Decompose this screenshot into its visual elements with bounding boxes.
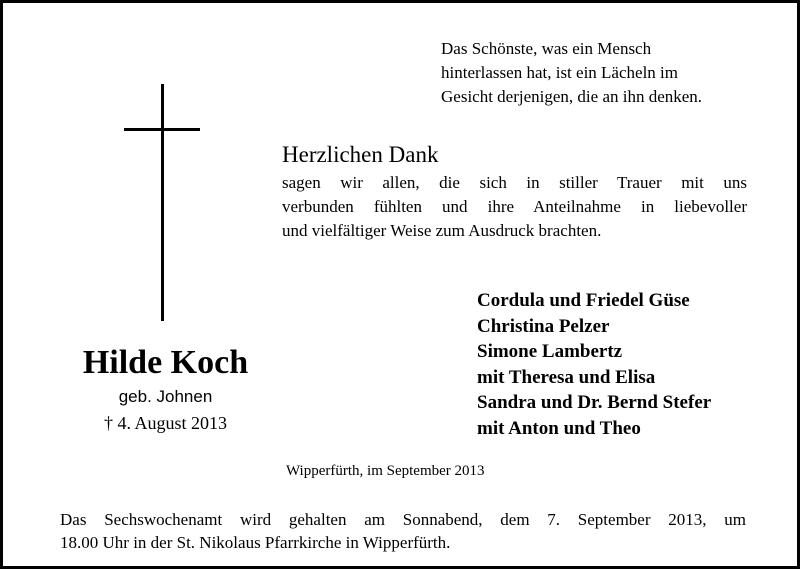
signer-line: Simone Lambertz: [477, 341, 623, 362]
deceased-name: Hilde Koch: [82, 344, 249, 381]
notice-line-2: 18.00 Uhr in der St. Nikolaus Pfarrkirche in Wipperfürth.: [60, 533, 451, 552]
birth-name: geb. Johnen: [118, 387, 213, 406]
cross-horizontal-bar: [124, 128, 200, 131]
memorial-quote: [441, 37, 761, 109]
thanks-line-3: und vielfältiger Weise zum Ausdruck brachten.: [282, 221, 602, 240]
quote-line-1: Das Schönste, was ein Mensch: [441, 39, 652, 58]
death-date: † 4. August 2013: [103, 413, 227, 433]
quote-line-2: hinterlassen hat, ist ein Lächeln im: [441, 63, 678, 82]
signer-line: mit Anton und Theo: [477, 417, 641, 439]
signers-list: [477, 288, 711, 441]
place-and-date: Wipperfürth, im September 2013: [286, 463, 485, 479]
thanks-message: [282, 171, 747, 243]
thanks-heading: Herzlichen Dank: [282, 142, 439, 167]
thanks-line-1: sagen wir allen, die sich in stiller Trauer mit uns: [282, 173, 747, 192]
quote-line-3: Gesicht derjenigen, die an ihn denken.: [441, 87, 703, 106]
signer-line: Sandra und Dr. Bernd Stefer: [477, 392, 712, 413]
notice-line-1: Das Sechswochenamt wird gehalten am Sonnabend, dem 7. September 2013, um: [60, 510, 746, 529]
thanks-line-2: verbunden fühlten und ihre Anteilnahme in liebevoller: [282, 197, 747, 216]
signer-line: Cordula und Friedel Güse: [477, 290, 690, 311]
service-notice: [60, 508, 746, 554]
signer-line: mit Theresa und Elisa: [477, 366, 656, 388]
signer-line: Christina Pelzer: [477, 315, 610, 337]
cross-vertical-bar: [161, 84, 164, 321]
